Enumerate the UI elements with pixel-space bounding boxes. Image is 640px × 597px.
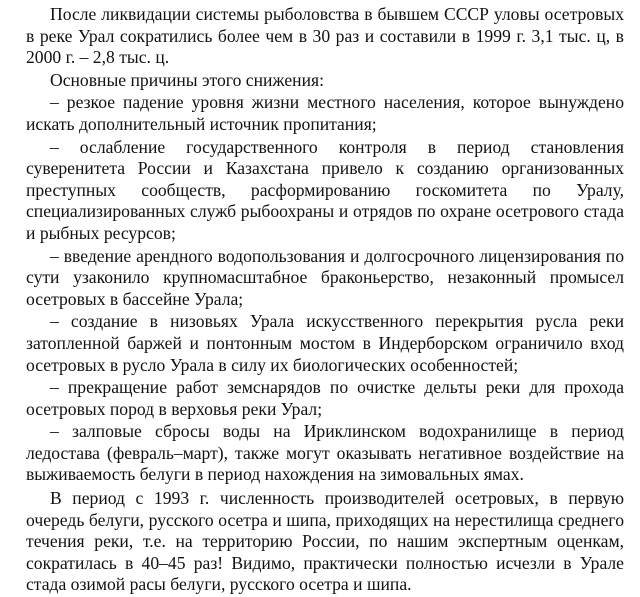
list-item-licensing: – введение арендного водопользования и долгосрочного лицензирования по сути узаконило крупномасштабное браконьерство, незаконный промысел осетровых в бассейне Урала; xyxy=(26,245,624,309)
paragraph-population-decline: В период с 1993 г. численность производителей осетровых, в первую очередь белуги, русского осетра и шипа, приходящих на нерестилища среднего течения реки, т.е. на территорию России, по нашим экспертным оценкам, сократилась в 40–45 раз! Видимо, практически полностью исчезли в Урале стада озимой расы белуги, русского осетра и шипа. xyxy=(26,488,624,595)
list-item-dredging: – прекращение работ земснарядов по очистке дельты реки для прохода осетровых пород в верховья реки Урал; xyxy=(26,377,624,419)
paragraph-reasons-heading: Основные причины этого снижения: xyxy=(50,69,324,90)
list-item-river-blockage: – создание в низовьях Урала искусственного перекрытия русла реки затопленной баржей и понтонным мостом в Индерборском ограничило вход осетровых в русло Урала в силу их биологических особенностей; xyxy=(26,311,624,375)
list-item-state-control: – ослабление государственного контроля в период становления суверенитета России и Казахстана привело к созданию организованных преступных сообществ, расформированию госкомитета по Уралу, специализированных служб рыбоохраны и отрядов по охране осетрового стада и рыбных ресурсов; xyxy=(26,136,624,243)
document-page xyxy=(26,4,624,597)
list-item-reservoir-discharge: – залповые сбросы воды на Ириклинском водохранилище в период ледостава (февраль–март), также могут оказывать негативное воздействие на выживаемость белуги в период нахождения на зимовальных ямах. xyxy=(26,421,624,485)
list-item-living-standards: – резкое падение уровня жизни местного населения, которое вынуждено искать дополнительный источник пропитания; xyxy=(26,92,624,134)
paragraph-intro: После ликвидации системы рыболовства в бывшем СССР уловы осетровых в реке Урал сократились более чем в 30 раз и составили в 1999 г. 3,1 тыс. ц, в 2000 г. – 2,8 тыс. ц. xyxy=(26,4,624,68)
